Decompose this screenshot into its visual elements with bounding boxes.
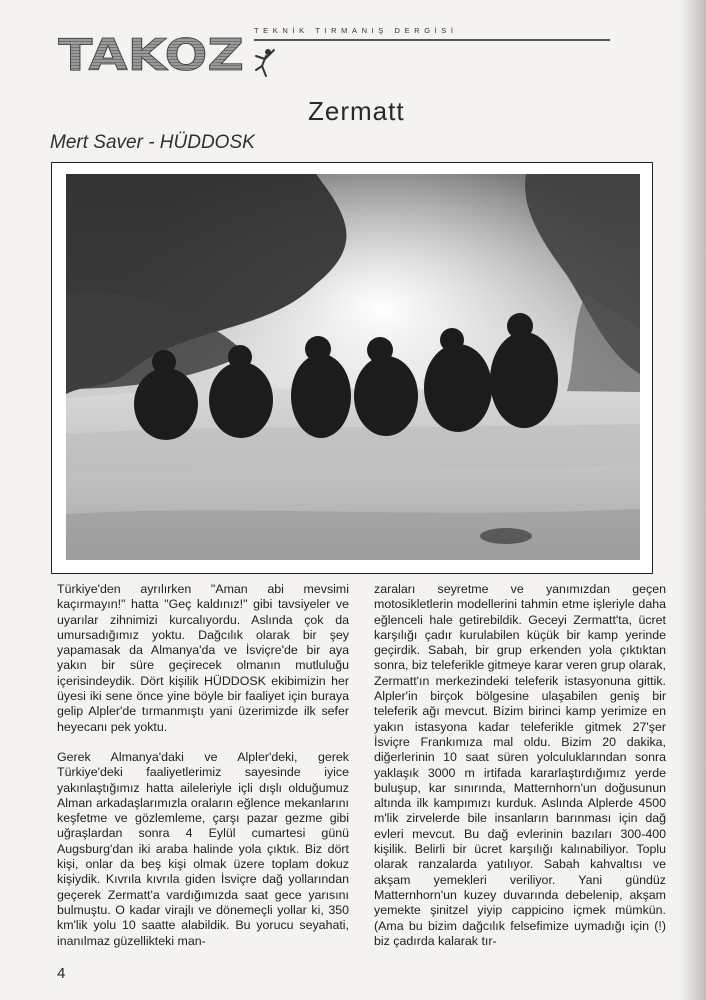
paragraph: zaraları seyretme ve yanımızdan geçen motosikletlerin modellerini tahmin etme işleriyle daha eğlenceli hale getirebildik. Geceyi Zermatt'ta, ücret karşılığı çadır kurulabilen küçük bir kamp yerinde geçirdik. Sabah, bir grup erkenden yola çıktıktan sonra, biz teleferikle gitmeye karar veren grup olarak, Zermatt'ın merkezindeki teleferik istasyonuna gittik. Alpler'in birçok bölgesine ulaşabilen geniş bir teleferik ağı mevcut. Bizim birinci kamp yerimize en yakın istasyona kadar teleferikle gitmek 27'şer İsviçre Frankımıza mal oldu. Bizim 20 dakika, diğerlerinin 10 saat süren yolculuklarından sonra yaklaşık 3000 m irtifada kararlaştırdığımız yerde buluşup, kar sınırında, Matternhorn'un doğusunun altında ilk kampımızı kurduk. Aslında Alplerde 4500 m'lik zirvelerde bile insanların barınması için dağ evleri mevcut. Bu dağ evlerinin bazıları 300-400 kişilik. Belirli bir ücret karşılığı kalınabiliyor. Toplu olarak ranzalarda yatılıyor. Sabah kahvaltısı ve akşam yemekleri veriliyor. Yani gündüz Matternhorn'un kuzey duvarında debelenip, akşam yemekte şinitzel yiyip cappicino içmek mümkün. (Ama bu bizim dağcılık felsefimize uymadığı için (!) biz çadırda kalarak tır- bbox=[374, 582, 667, 948]
photo-image bbox=[66, 174, 640, 560]
right-text-column bbox=[374, 582, 666, 964]
magazine-tagline: TEKNİK TIRMANIŞ DERGİSİ bbox=[254, 26, 458, 35]
paragraph: Türkiye'den ayrılırken "Aman abi mevsimi kaçırmayın!" hatta "Geç kaldınız!" gibi tavsiyeler ve uyarılar zihnimizi kurcalıyordu. Aslında çok da umursadığımız yoktu. Dağcılık olarak bir şey yapamasak da Almanya'da ve İsviçre'de bir aya yakın bir süre geçirecek olmanın mutluluğu içerisindeydik. Dört kişilik HÜDDOSK ekibimizin her üyesi iki sene önce yine böyle bir faaliyet için buraya gelip Alpler'de tırmanmıştı yani üzerimizde ilk sefer heyecanı pek yoktu. bbox=[57, 582, 349, 734]
article-byline: Mert Saver - HÜDDOSK bbox=[50, 132, 255, 153]
svg-text:TAKOZ: TAKOZ bbox=[58, 30, 244, 81]
article-photo bbox=[51, 162, 653, 574]
scan-edge-shadow bbox=[680, 0, 706, 1000]
header-rule bbox=[254, 39, 610, 41]
paragraph: Gerek Almanya'daki ve Alpler'deki, gerek Türkiye'deki faaliyetlerimiz sayesinde iyice yakınlaştığımız hatta aileleriyle içli dışlı olduğumuz Alman arkadaşlarımızla oraların eğlence mekanlarını keşfetme ve gözlemleme, çarşı pazar gezme gibi uğraşlardan sonra 4 Eylül cumartesi günü Augsburg'dan iki araba halinde yola çıktık. Biz dört kişi, onlar da beş kişi olmak üzere toplam dokuz kişiydik. Kıvrıla kıvrıla giden İsviçre dağ yollarından geçerek Zermatt'a vardığımızda saat gece yarısını bulmuştu. O kadar virajlı ve dönemeçli yollar ki, 350 km'lik yolu 10 saatte alabildik. Bu yorucu seyahati, inanılmaz güzellikteki man- bbox=[57, 749, 349, 948]
article-title: Zermatt bbox=[308, 96, 405, 126]
left-text-column bbox=[57, 582, 349, 964]
page-number: 4 bbox=[57, 965, 66, 982]
